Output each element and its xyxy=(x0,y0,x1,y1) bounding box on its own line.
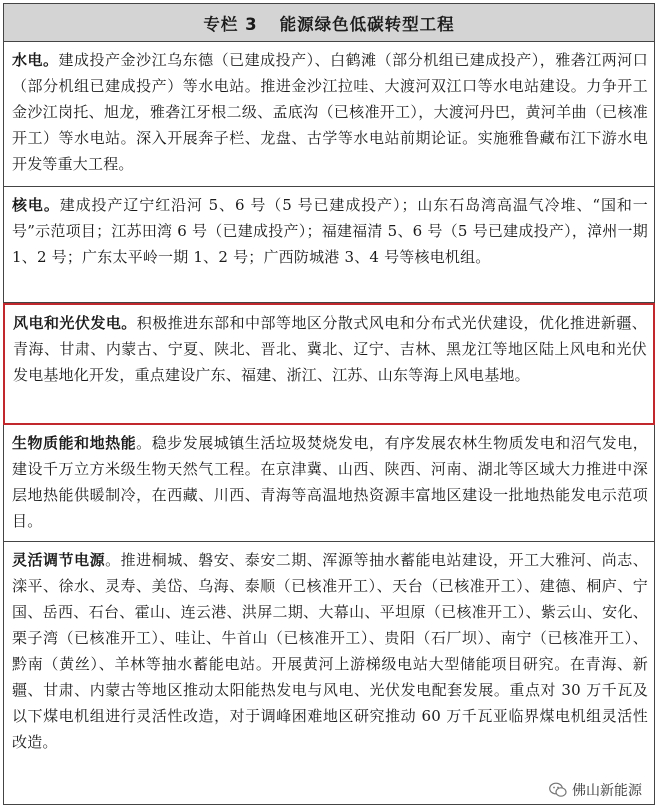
watermark xyxy=(545,780,646,800)
section-body: 建成投产金沙江乌东德（已建成投产）、白鹤滩（部分机组已建成投产），雅砻江两河口（部分机组已建成投产）等水电站。推进金沙江拉哇、大渡河双江口等水电站建设。力争开工金沙江岗托、旭龙，雅砻江牙根二级、孟底沟（已核准开工），大渡河丹巴，黄河羊曲（已核准开工）等水电站。深入开展奔子栏、龙盘、古学等水电站前期论证。实施雅鲁藏布江下游水电开发等重大工程。 xyxy=(12,51,648,173)
section-body: 积极推进东部和中部等地区分散式风电和分布式光伏建设，优化推进新疆、青海、甘肃、内蒙古、宁夏、陕北、晋北、冀北、辽宁、吉林、黑龙江等地区陆上风电和光伏发电基地化开发，重点建设广东、福建、浙江、江苏、山东等海上风电基地。 xyxy=(13,314,647,384)
section-title: 水电。 xyxy=(12,51,59,69)
column-title: 能源绿色低碳转型工程 xyxy=(279,14,455,34)
wechat-icon xyxy=(549,782,567,798)
section-title: 风电和光伏发电。 xyxy=(13,314,137,332)
section-body: 。推进桐城、磐安、泰安二期、浑源等抽水蓄能电站建设，开工大雅河、尚志、滦平、徐水、灵寿、美岱、乌海、泰顺（已核准开工）、天台（已核准开工）、建德、桐庐、宁国、岳西、石台、霍山、连云港、洪屏二期、大幕山、平坦原（已核准开工）、紫云山、安化、栗子湾（已核准开工）、哇让、牛首山（已核准开工）、贵阳（石厂坝）、南宁（已核准开工）、黔南（黄丝）、羊林等抽水蓄能电站。开展黄河上游梯级电站大型储能项目研究。在青海、新疆、甘肃、内蒙古等地区推动太阳能热发电与风电、光伏发电配套发展。重点对 30 万千瓦及以下煤电机组进行灵活性改造，对于调峰困难地区研究推动 60 万千瓦亚临界煤电机组灵活性改造。 xyxy=(12,551,648,751)
section-title: 核电。 xyxy=(12,196,60,214)
section-body: 建成投产辽宁红沿河 5、6 号（5 号已建成投产）；山东石岛湾高温气冷堆、“国和一号”示范项目；江苏田湾 6 号（已建成投产）；福建福清 5、6 号（5 号已建成投产），漳州一期 1、2 号；广东太平岭一期 1、2 号；广西防城港 3、4 号等核电机组。 xyxy=(12,196,648,266)
watermark-text: 佛山新能源 xyxy=(572,783,642,799)
column-label: 专栏 3 xyxy=(203,14,258,34)
section-title: 生物质能和地热能 xyxy=(12,434,137,452)
column-header xyxy=(4,4,654,42)
section-biomass-geothermal xyxy=(4,425,654,542)
section-nuclear xyxy=(4,187,654,303)
section-flexible-power xyxy=(4,542,654,804)
section-wind-solar xyxy=(3,303,655,425)
section-hydropower xyxy=(4,42,654,187)
section-body: 。稳步发展城镇生活垃圾焚烧发电，有序发展农林生物质发电和沼气发电，建设千万立方米级生物天然气工程。在京津冀、山西、陕西、河南、湖北等区域大力推进中深层地热能供暖制冷，在西藏、川西、青海等高温地热资源丰富地区建设一批地热能发电示范项目。 xyxy=(12,434,649,530)
section-title: 灵活调节电源 xyxy=(12,551,106,569)
